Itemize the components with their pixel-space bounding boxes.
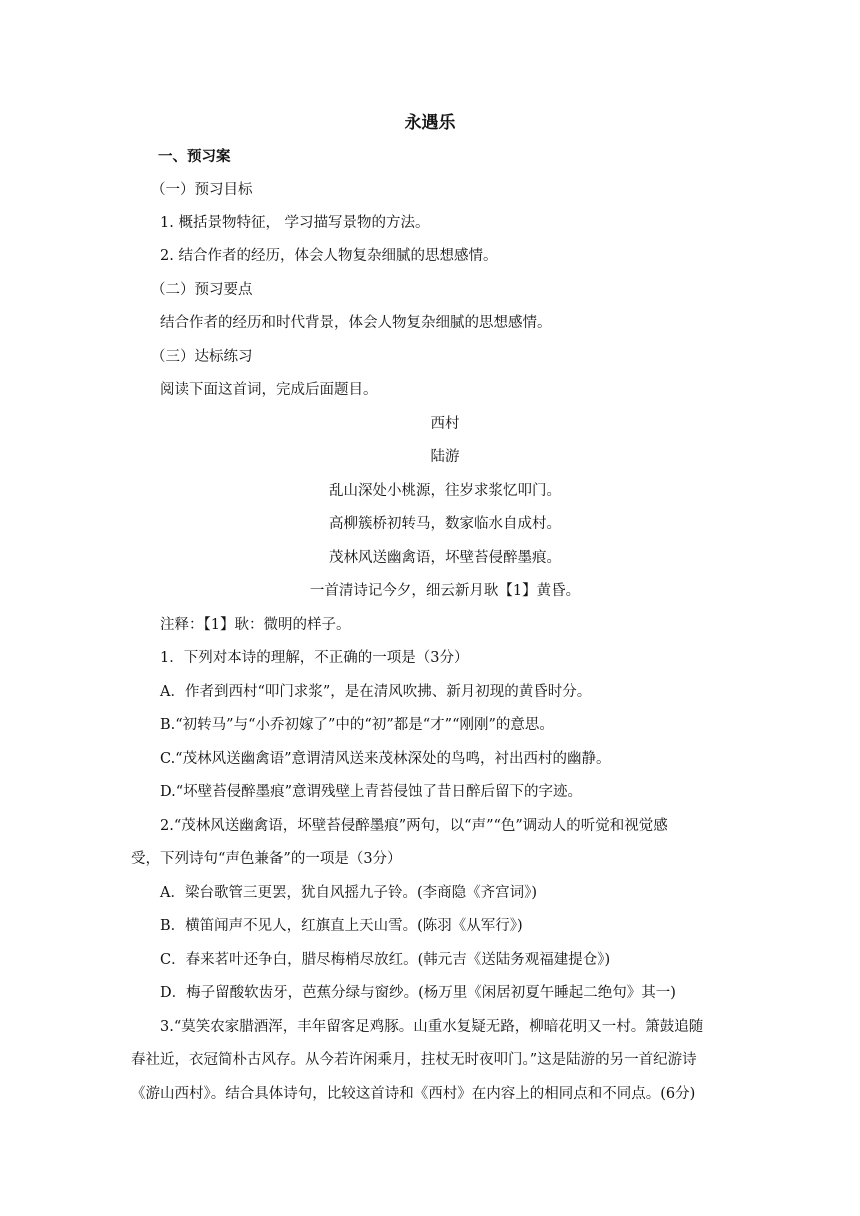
question-1-option-c: C.“茂林风送幽禽语”意谓清风送来茂林深处的鸟鸣，衬出西村的幽静。	[160, 751, 611, 767]
poem-line: 高柳簇桥初转马，数家临水自成村。	[329, 516, 561, 532]
question-1-stem: 1．下列对本诗的理解，不正确的一项是（3分）	[160, 650, 469, 666]
question-2-stem: 2.“茂林风送幽禽语，坏壁苔侵醉墨痕”两句，以“声”“色”调动人的听觉和视觉感	[160, 818, 668, 834]
question-1-option-d: D.“坏壁苔侵醉墨痕”意谓残壁上青苔侵蚀了昔日醉后留下的字迹。	[160, 784, 583, 800]
poem-line: 茂林风送幽禽语，坏壁苔侵醉墨痕。	[329, 550, 561, 566]
poem-line: 乱山深处小桃源，往岁求浆忆叩门。	[329, 483, 561, 499]
question-1-option-a: A．作者到西村“叩门求浆”，是在清风吹拂、新月初现的黄昏时分。	[160, 684, 592, 700]
keypoints-text: 结合作者的经历和时代背景，体会人物复杂细腻的思想感情。	[160, 315, 552, 331]
practice-intro: 阅读下面这首词，完成后面题目。	[160, 382, 378, 398]
poem-title: 西村	[430, 416, 460, 432]
question-2-option-b: B．横笛闻声不见人，红旗直上天山雪。(陈羽《从军行》)	[160, 918, 523, 934]
question-2-option-c: C．春来茗叶还争白，腊尽梅梢尽放红。(韩元吉《送陆务观福建提仓》)	[160, 952, 611, 968]
question-3-stem-continued: 春社近，衣冠简朴古风存。从今若许闲乘月，拄杖无时夜叩门。”这是陆游的另一首纪游诗	[131, 1052, 697, 1068]
goal-item-2: 2. 结合作者的经历，体会人物复杂细腻的思想感情。	[160, 248, 498, 264]
question-3-stem-continued: 《游山西村》。结合具体诗句，比较这首诗和《西村》在内容上的相同点和不同点。(6分)	[131, 1086, 696, 1102]
question-2-option-d: D．梅子留酸软齿牙，芭蕉分绿与窗纱。(杨万里《闲居初夏午睡起二绝句》其一)	[160, 985, 676, 1001]
question-3-stem: 3.“莫笑农家腊酒浑，丰年留客足鸡豚。山重水复疑无路，柳暗花明又一村。箫鼓追随	[160, 1019, 704, 1035]
keypoints-label: （二）预习要点	[151, 282, 253, 298]
document-title: 永遇乐	[404, 113, 456, 133]
question-2-option-a: A．梁台歌管三更罢，犹自风摇九子铃。(李商隐《齐宫词》)	[160, 885, 538, 901]
poem-line: 一首清诗记今夕，细云新月耿【1】黄昏。	[309, 583, 581, 599]
goal-item-1: 1. 概括景物特征， 学习描写景物的方法。	[160, 215, 430, 231]
poem-author: 陆游	[430, 449, 460, 465]
question-2-stem-continued: 受，下列诗句“声色兼备”的一项是（3分）	[131, 851, 402, 867]
practice-label: （三）达标练习	[151, 349, 253, 365]
goals-label: （一）预习目标	[151, 182, 253, 198]
poem-note: 注释：【1】耿：微明的样子。	[160, 617, 351, 633]
section-heading: 一、预习案	[158, 149, 231, 165]
question-1-option-b: B.“初转马”与“小乔初嫁了”中的“初”都是“才”“刚刚”的意思。	[160, 717, 554, 733]
